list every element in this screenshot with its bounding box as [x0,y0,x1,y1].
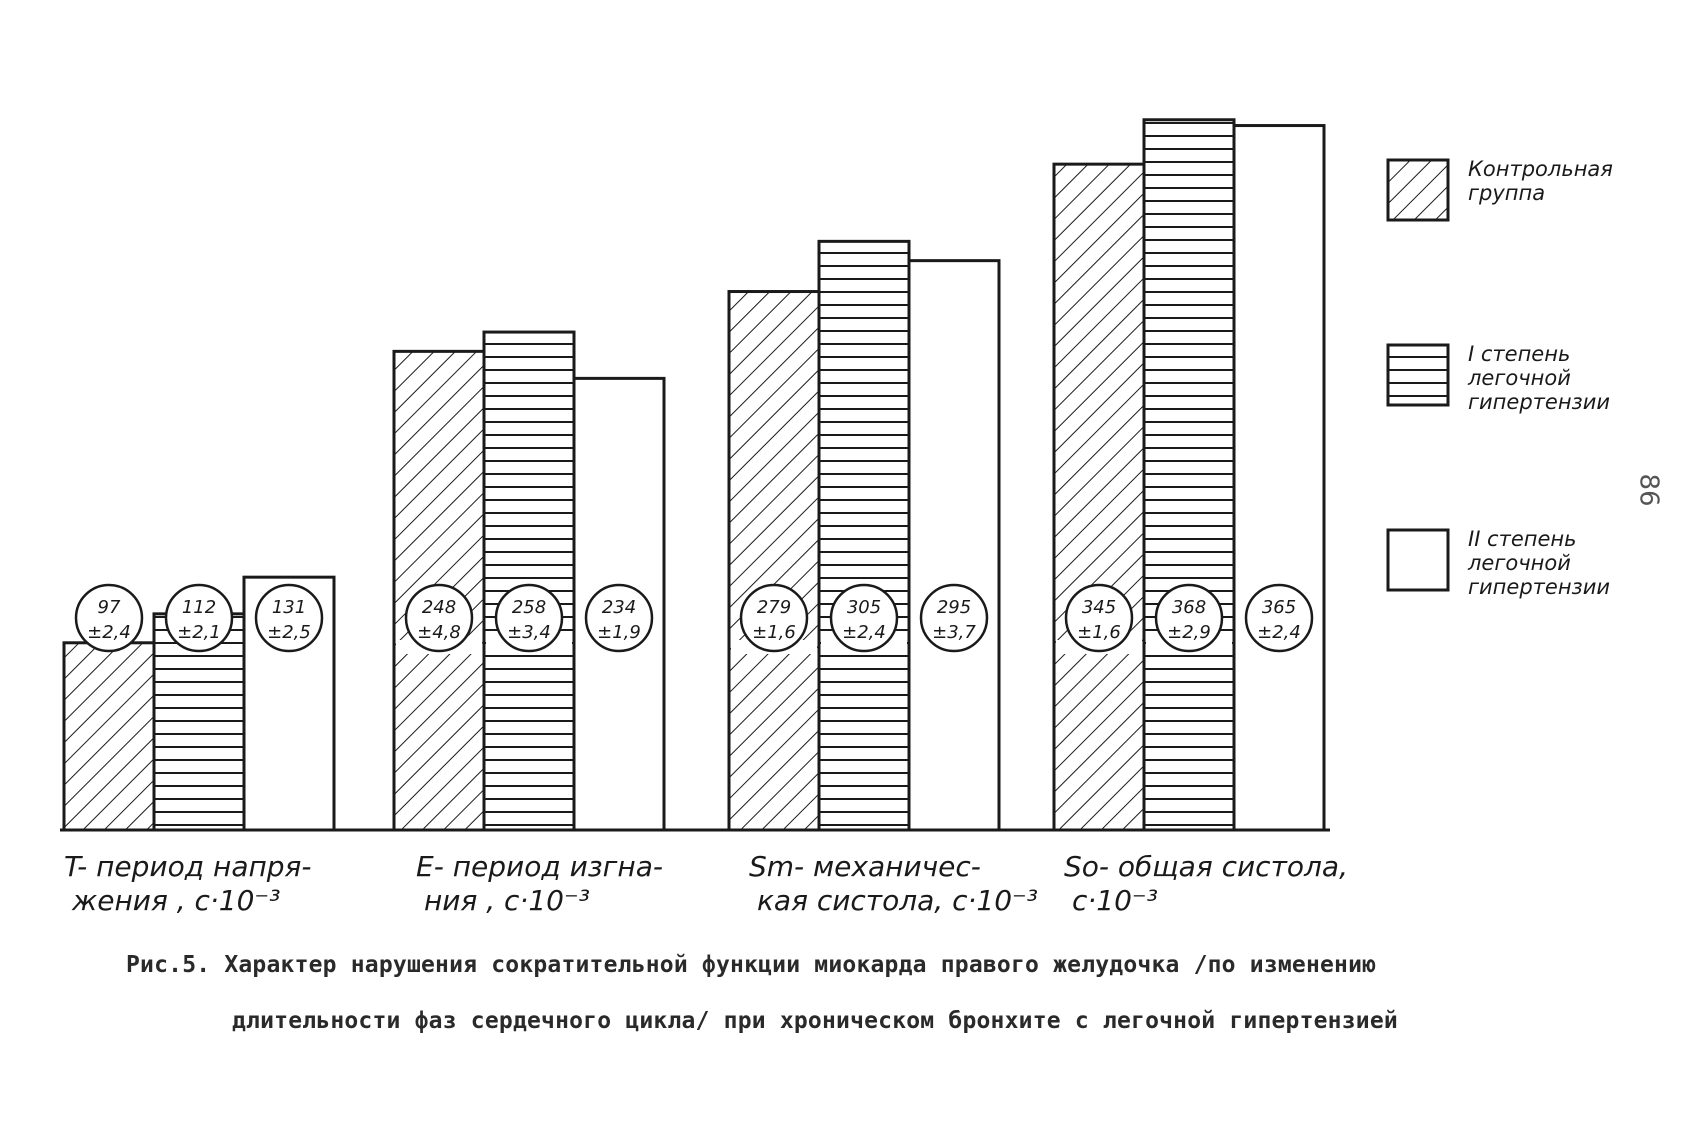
value-label: 365 [1261,597,1297,618]
value-label: 279 [756,597,792,618]
legend-label-2: гипертензии [1468,390,1611,414]
value-label: 305 [846,597,882,618]
category-label-1: T- период напря- [64,850,312,883]
error-label: ±4,8 [417,622,461,643]
legend-label-3: гипертензии [1468,575,1611,599]
category-label-4: с·10⁻³ [1072,884,1158,917]
figure-caption-line-1: Рис.5. Характер нарушения сократительной функции миокарда правого желудочка /по изменению [126,952,1377,978]
bar-series-3-category-3 [909,261,999,830]
error-label: ±1,6 [752,622,796,643]
figure-caption-line-2: длительности фаз сердечного цикла/ при хроническом бронхите с легочной гипертензией [232,1008,1398,1034]
legend-swatch-2 [1388,345,1448,405]
value-label: 368 [1171,597,1207,618]
error-label: ±2,4 [87,622,131,643]
category-labels-layer [64,850,1348,917]
bar-series-1-category-3 [729,292,819,830]
bars-layer [60,120,1330,830]
value-label: 248 [421,597,457,618]
value-label: 295 [936,597,972,618]
legend-swatch-3 [1388,530,1448,590]
bar-series-1-category-1 [64,643,154,830]
legend-label-1: Контрольная [1468,157,1613,181]
legend-label-2: легочной [1468,366,1571,390]
bar-series-2-category-2 [484,332,574,830]
bar-series-2-category-4 [1144,120,1234,830]
value-label: 97 [97,597,121,618]
error-label: ±2,4 [842,622,886,643]
error-label: ±2,9 [1167,622,1211,643]
value-label: 345 [1081,597,1117,618]
legend [1388,157,1613,599]
category-label-2: E- период изгна- [416,850,663,883]
category-label-4: So- общая систола, [1064,850,1348,883]
value-label: 258 [511,597,547,618]
error-label: ±3,4 [507,622,551,643]
error-label: ±2,5 [267,622,311,643]
error-label: ±2,1 [177,622,221,643]
category-label-3: кая систола, с·10⁻³ [757,884,1039,917]
legend-label-3: II степень [1468,527,1577,551]
bar-series-3-category-4 [1234,126,1324,830]
legend-label-2: I степень [1468,342,1571,366]
legend-swatch-1 [1388,160,1448,220]
legend-label-3: легочной [1468,551,1571,575]
error-label: ±3,7 [932,622,976,643]
page-number: 86 [1633,473,1664,507]
error-label: ±1,9 [597,622,641,643]
value-label: 112 [181,597,217,618]
category-label-3: Sm- механичес- [749,850,981,883]
bar-series-1-category-4 [1054,164,1144,830]
category-label-1: жения , с·10⁻³ [72,884,281,917]
error-label: ±1,6 [1077,622,1121,643]
legend-label-1: группа [1468,181,1546,205]
bar-series-2-category-3 [819,241,909,830]
error-label: ±2,4 [1257,622,1301,643]
value-label: 131 [271,597,307,618]
value-label: 234 [601,597,637,618]
category-label-2: ния , с·10⁻³ [424,884,590,917]
